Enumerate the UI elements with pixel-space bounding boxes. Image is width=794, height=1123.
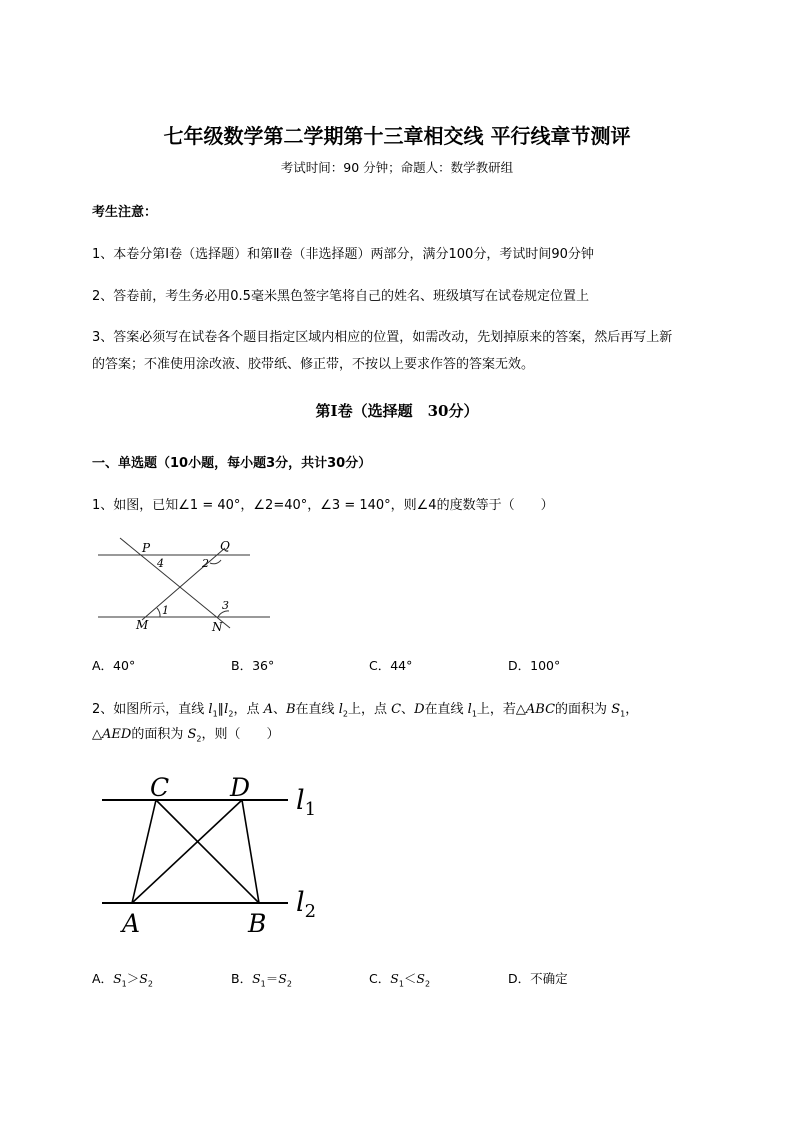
q1-figure (90, 530, 280, 635)
q1-stem: 1、如图，已知∠1 = 40°，∠2=40°，∠3 = 140°，则∠4的度数等于（ ） (92, 498, 554, 513)
q2-option-b: B．$S_1=S_2$ (231, 971, 292, 989)
label-angle-1: 1 (162, 604, 169, 617)
q1-option-d: D．100° (508, 658, 561, 673)
notice-item-2: 2、答卷前，考生务必用0.5毫米黑色签字笔将自己的姓名、班级填写在试卷规定位置上 (92, 289, 589, 304)
label-a: A (122, 909, 141, 938)
segment-cb (156, 800, 259, 903)
transversal-pn (120, 538, 230, 628)
notice-item-3: 3、答案必须写在试卷各个题目指定区域内相应的位置，如需改动，先划掉原来的答案，然后再写上新 (92, 330, 673, 345)
segment-ca (132, 800, 156, 903)
label-angle-3: 3 (222, 599, 229, 612)
label-c: C (150, 773, 170, 802)
label-n: N (212, 620, 223, 634)
label-l1: $l_1$ (296, 785, 317, 820)
q2-option-a: A．$S_1>S_2$ (92, 971, 153, 989)
label-b: B (248, 909, 267, 938)
q2-option-c: C．$S_1<S_2$ (369, 971, 431, 989)
angle-2-arc (210, 560, 221, 564)
q2-option-d: D．不确定 (508, 971, 568, 986)
page-title: 七年级数学第二学期第十三章相交线 平行线章节测评 (163, 124, 631, 148)
notice-item-1: 1、本卷分第Ⅰ卷（选择题）和第Ⅱ卷（非选择题）两部分，满分100分，考试时间90分钟 (92, 247, 594, 262)
label-d: D (230, 773, 251, 802)
q2-stem-line-2: △AED的面积为 $S_2$，则（ ） (92, 727, 280, 744)
label-m: M (136, 618, 149, 632)
segment-da (132, 800, 242, 903)
transversal-qm (142, 548, 225, 620)
q2-stem-line-1: 2、如图所示，直线 $l_1\parallel l_2$，点 A、B在直线 $l_2$上，点 C、D在直线 $l_1$上，若△ABC的面积为 $S_1$， (92, 702, 639, 719)
q1-option-c: C．44° (369, 658, 413, 673)
q2-figure (96, 765, 336, 945)
q1-option-b: B．36° (231, 658, 275, 673)
label-angle-2: 2 (202, 557, 209, 570)
label-l2: $l_2$ (296, 887, 317, 922)
exam-info: 考试时间：90 分钟；命题人：数学教研组 (280, 160, 514, 175)
notice-item-3-cont: 的答案；不准使用涂改液、胶带纸、修正带，不按以上要求作答的答案无效。 (92, 357, 535, 372)
section-title: 第Ⅰ卷（选择题 30分） (315, 402, 479, 420)
label-p: P (142, 541, 151, 555)
label-angle-4: 4 (157, 557, 164, 570)
q1-option-a: A．40° (92, 658, 136, 673)
label-q: Q (220, 539, 230, 553)
notice-heading: 考生注意： (92, 205, 158, 220)
angle-1-arc (157, 608, 160, 617)
part-heading: 一、单选题（10小题，每小题3分，共计30分） (92, 456, 372, 471)
